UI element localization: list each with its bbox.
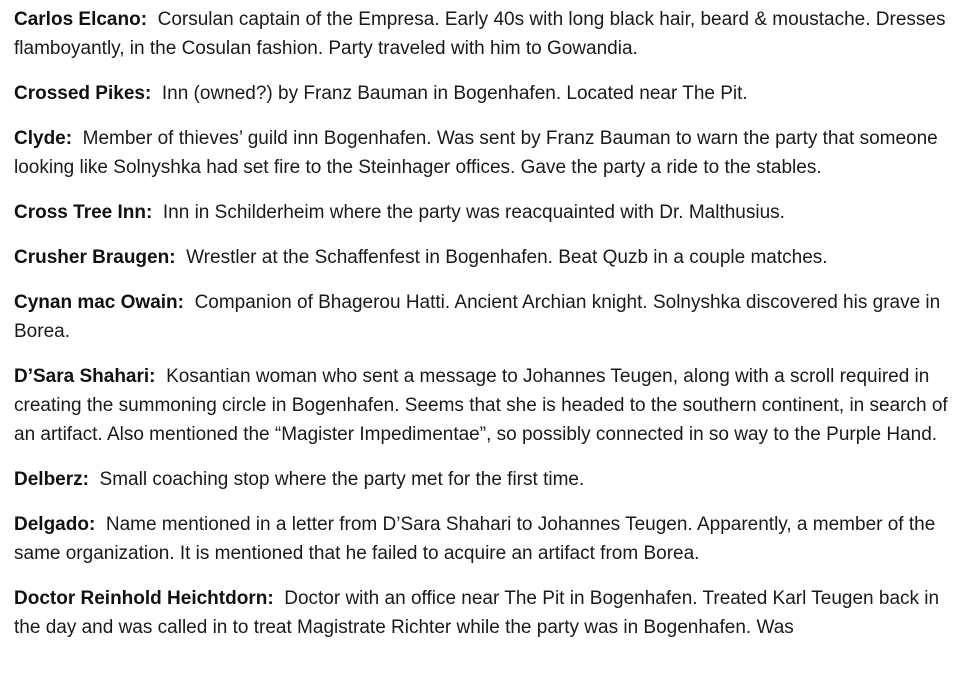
entry-crusher-braugen	[14, 243, 950, 272]
entry-delgado	[14, 510, 950, 568]
entry-definition: Inn (owned?) by Franz Bauman in Bogenhafen. Located near The Pit.	[161, 83, 748, 104]
entry-term: Cynan mac Owain:	[14, 292, 184, 313]
entry-definition: Name mentioned in a letter from D’Sara Shahari to Johannes Teugen. Apparently, a member of the same organization. It is mentioned that he failed to acquire an artifact from Borea.	[14, 514, 936, 564]
entry-cynan-mac-owain	[14, 288, 950, 346]
entry-term: Delberz:	[14, 469, 89, 490]
entry-carlos-elcano	[14, 5, 950, 63]
entry-term: Delgado:	[14, 514, 96, 535]
entry-dsara-shahari	[14, 362, 950, 449]
entry-crossed-pikes	[14, 79, 950, 108]
entry-term: Cross Tree Inn:	[14, 202, 153, 223]
glossary-document	[14, 5, 950, 658]
entry-definition: Inn in Schilderheim where the party was reacquainted with Dr. Malthusius.	[162, 202, 785, 223]
entry-term: Crusher Braugen:	[14, 247, 176, 268]
entry-term: Carlos Elcano:	[14, 9, 148, 30]
entry-definition: Companion of Bhagerou Hatti. Ancient Archian knight. Solnyshka discovered his grave in Borea.	[14, 292, 941, 342]
entry-term: Clyde:	[14, 128, 73, 149]
entry-definition: Small coaching stop where the party met for the first time.	[99, 469, 585, 490]
entry-definition: Wrestler at the Schaffenfest in Bogenhafen. Beat Quzb in a couple matches.	[186, 247, 828, 268]
entry-delberz	[14, 465, 950, 494]
entry-term: D’Sara Shahari:	[14, 366, 156, 387]
entry-clyde	[14, 124, 950, 182]
entry-cross-tree-inn	[14, 198, 950, 227]
entry-definition: Doctor with an office near The Pit in Bogenhafen. Treated Karl Teugen back in the day and was called in to treat Magistrate Richter while the party was in Bogenhafen. Was	[14, 588, 940, 638]
entry-term: Crossed Pikes:	[14, 83, 152, 104]
entry-definition: Corsulan captain of the Empresa. Early 40s with long black hair, beard & moustache. Dresses flamboyantly, in the Cosulan fashion. Party traveled with him to Gowandia.	[14, 9, 946, 59]
entry-definition: Member of thieves’ guild inn Bogenhafen. Was sent by Franz Bauman to warn the party that someone looking like Solnyshka had set fire to the Steinhager offices. Gave the party a ride to the stables.	[14, 128, 938, 178]
entry-definition: Kosantian woman who sent a message to Johannes Teugen, along with a scroll required in creating the summoning circle in Bogenhafen. Seems that she is headed to the southern continent, in search of an artifact. Also mentioned the “Magister Impedimentae”, so possibly connected in so way to the Purple Hand.	[14, 366, 948, 445]
entry-doctor-reinhold-heichtdorn	[14, 584, 950, 642]
entry-term: Doctor Reinhold Heichtdorn:	[14, 588, 274, 609]
